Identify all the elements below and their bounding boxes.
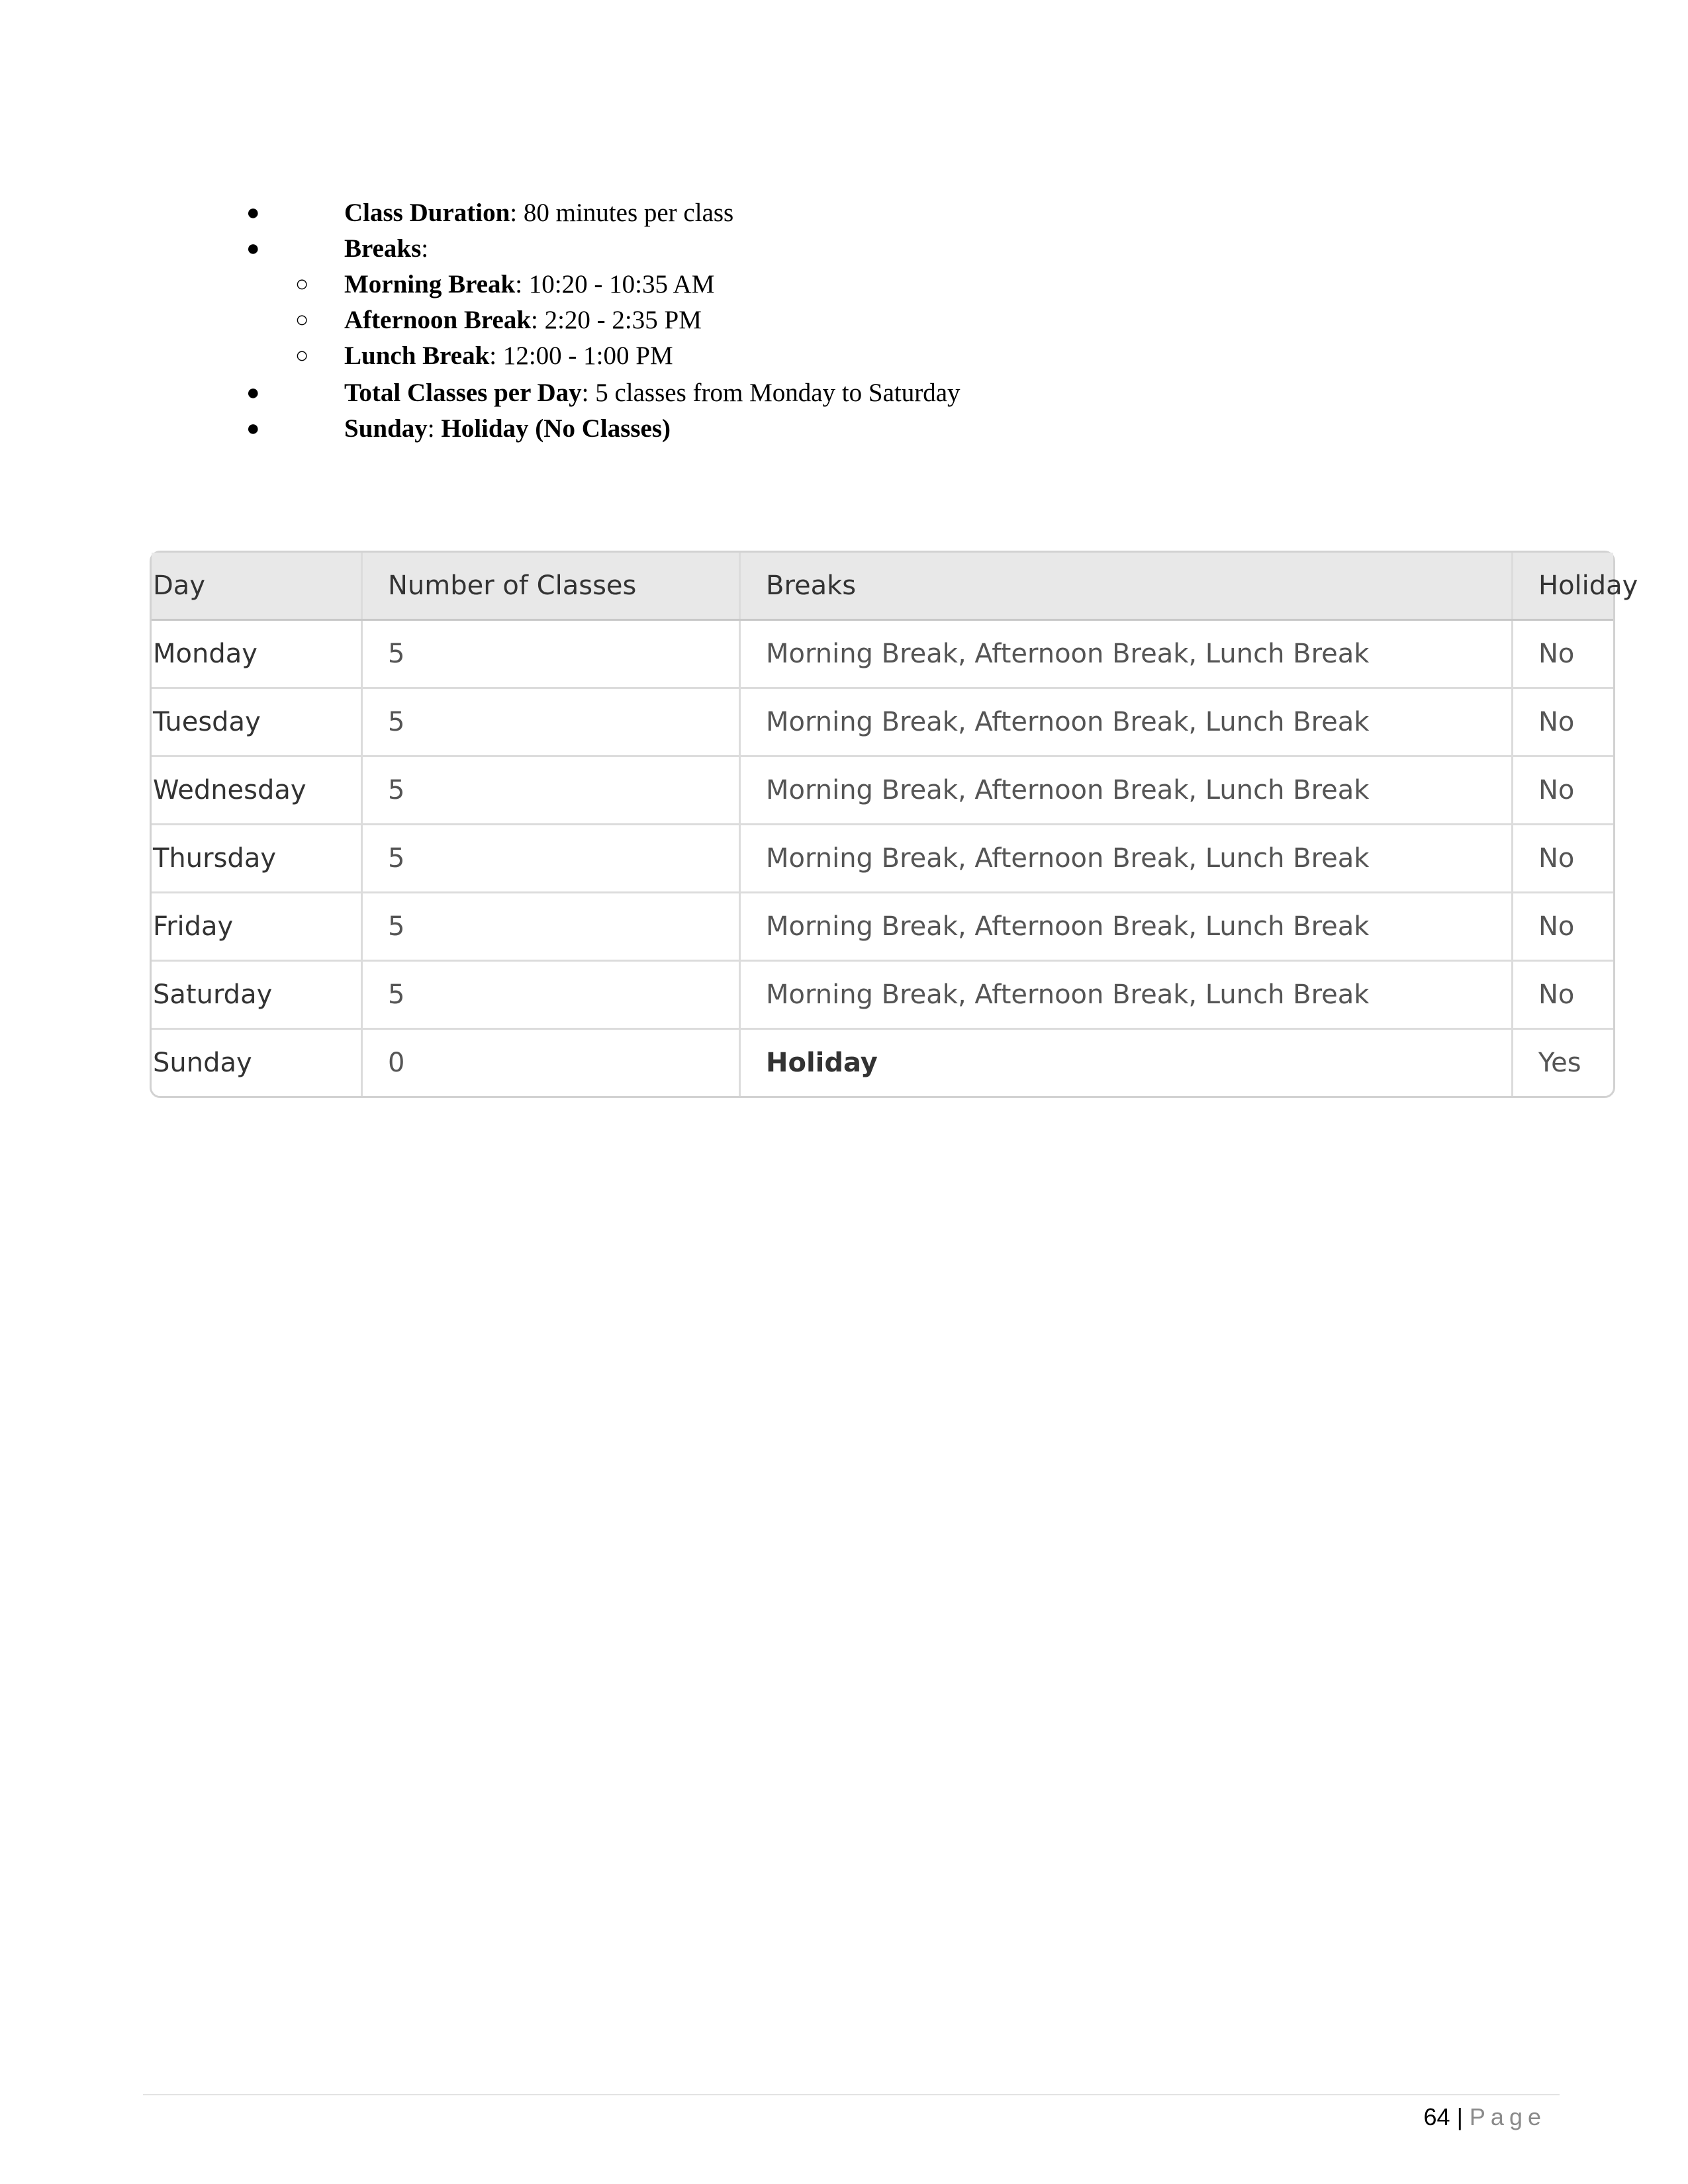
table-row: [152, 961, 1613, 1029]
cell-breaks: Holiday: [740, 1029, 1513, 1097]
cell-breaks: Morning Break, Afternoon Break, Lunch Break: [740, 825, 1513, 893]
cell-holiday: No: [1513, 961, 1614, 1029]
table-row: [152, 620, 1613, 688]
column-header-breaks: Breaks: [740, 553, 1513, 620]
bullet-icon: ●: [246, 416, 260, 441]
list-item: [344, 376, 961, 410]
list-item-label: Lunch Break: [344, 341, 490, 370]
cell-breaks: Morning Break, Afternoon Break, Lunch Break: [740, 961, 1513, 1029]
cell-breaks: Morning Break, Afternoon Break, Lunch Break: [740, 688, 1513, 756]
sub-bullet-icon: ○: [295, 272, 309, 296]
list-item-text: : 80 minutes per class: [510, 199, 734, 227]
cell-day: Sunday: [152, 1029, 362, 1097]
cell-number-of-classes: 5: [362, 961, 740, 1029]
page-footer: [1424, 2102, 1546, 2132]
column-header-day: Day: [152, 553, 362, 620]
cell-holiday: Yes: [1538, 1048, 1581, 1078]
table-header-row: [152, 553, 1613, 620]
table-row: [152, 688, 1613, 756]
sub-bullet-icon: ○: [295, 343, 309, 368]
bullet-icon: ●: [246, 201, 260, 225]
cell-holiday: No: [1513, 825, 1614, 893]
list-item-label: Sunday: [344, 414, 428, 443]
cell-number-of-classes: 5: [362, 620, 740, 688]
page-number: 64: [1423, 2103, 1450, 2130]
list-item-text: :: [427, 414, 442, 443]
cell-number-of-classes: 0: [362, 1029, 740, 1097]
cell-day: Thursday: [152, 825, 362, 893]
cell-day: Wednesday: [152, 756, 362, 825]
list-item-text: : 10:20 - 10:35 AM: [515, 270, 715, 298]
table-row: [152, 756, 1613, 825]
bullet-icon: ●: [246, 381, 260, 405]
list-item-label: Afternoon Break: [344, 306, 532, 334]
list-item: [344, 339, 673, 373]
cell-day: Monday: [152, 620, 362, 688]
column-header-number-of-classes: Number of Classes: [362, 553, 740, 620]
footer-divider: [143, 2094, 1560, 2095]
cell-number-of-classes: 5: [362, 893, 740, 961]
cell-breaks: Morning Break, Afternoon Break, Lunch Break: [740, 756, 1513, 825]
cell-number-of-classes: 5: [362, 688, 740, 756]
cell-day: Friday: [152, 893, 362, 961]
cell-holiday: No: [1513, 620, 1614, 688]
table-row: [152, 825, 1613, 893]
bullet-icon: ●: [246, 236, 260, 261]
list-item-text: : 5 classes from Monday to Saturday: [581, 379, 961, 407]
list-item-label: Total Classes per Day: [344, 379, 582, 407]
cell-day: Saturday: [152, 961, 362, 1029]
cell-number-of-classes: 5: [362, 756, 740, 825]
list-item-bold-tail: Holiday (No Classes): [441, 414, 671, 443]
list-item: [344, 267, 714, 302]
list-item-label: Class Duration: [344, 199, 510, 227]
table-row: [152, 1029, 1613, 1097]
list-item-label: Morning Break: [344, 270, 516, 298]
cell-breaks: Morning Break, Afternoon Break, Lunch Break: [740, 893, 1513, 961]
cell-holiday: No: [1513, 893, 1614, 961]
schedule-table: [150, 551, 1638, 1098]
page-word: Page: [1469, 2103, 1546, 2130]
list-item: [344, 232, 428, 266]
list-item: [344, 412, 671, 446]
sub-bullet-icon: ○: [295, 308, 309, 332]
column-header-holiday: Holiday: [1513, 553, 1614, 620]
cell-holiday: No: [1513, 756, 1614, 825]
cell-breaks: Morning Break, Afternoon Break, Lunch Break: [740, 620, 1513, 688]
list-item-text: : 12:00 - 1:00 PM: [489, 341, 673, 370]
cell-day: Tuesday: [152, 688, 362, 756]
list-item-text: :: [421, 234, 429, 263]
list-item-label: Breaks: [344, 234, 422, 263]
list-item: [344, 303, 702, 338]
footer-separator: |: [1456, 2103, 1463, 2130]
cell-number-of-classes: 5: [362, 825, 740, 893]
table-row: [152, 893, 1613, 961]
list-item-text: : 2:20 - 2:35 PM: [531, 306, 702, 334]
list-item: [344, 196, 733, 230]
cell-holiday: No: [1513, 688, 1614, 756]
